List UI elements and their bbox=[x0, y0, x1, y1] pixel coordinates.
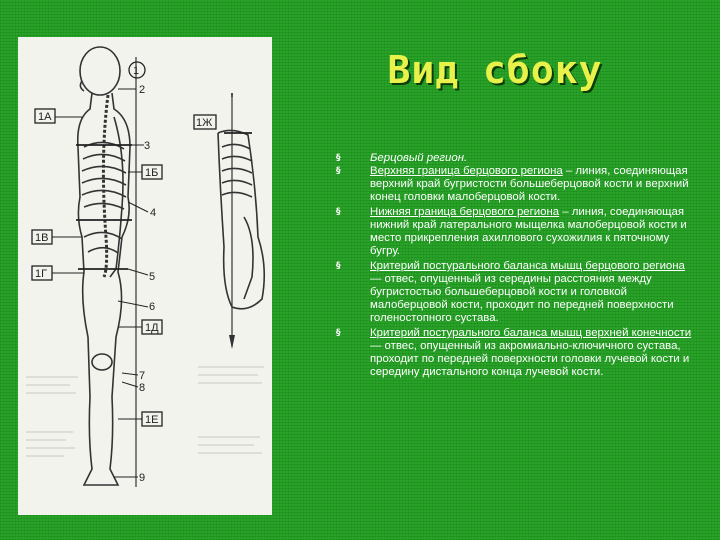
bullet-term: Нижняя граница берцового региона bbox=[370, 206, 560, 218]
callout-7: 7 bbox=[139, 370, 146, 382]
label-1zh: 1Ж bbox=[196, 117, 213, 129]
callout-1: 1 bbox=[133, 65, 140, 77]
bullet-marker: § bbox=[336, 207, 341, 217]
anatomy-figure bbox=[18, 37, 272, 515]
bullet-list bbox=[336, 152, 694, 379]
callout-3: 3 bbox=[144, 140, 151, 152]
callout-9: 9 bbox=[139, 472, 146, 484]
bullet-item bbox=[336, 165, 694, 204]
anatomy-diagram bbox=[18, 37, 272, 515]
bullet-marker: § bbox=[336, 261, 341, 271]
label-1g: 1Г bbox=[35, 268, 48, 280]
bullet-item bbox=[336, 327, 694, 379]
bullet-item bbox=[336, 152, 694, 165]
bullet-text: — отвес, опущенный из середины расстояния между бугристостью большеберцовой кости и головкой малоберцовой кости, проходит по передней поверхности голеностопного сустава. bbox=[370, 273, 674, 324]
bullet-text: – линия, соединяющая нижний край латерального мыщелка малоберцовой кости и место прикрепления ахиллового сухожилия к пяточному бугру. bbox=[370, 206, 687, 257]
label-1b: 1Б bbox=[145, 167, 159, 179]
callout-6: 6 bbox=[149, 301, 156, 313]
bullet-text: — отвес, опущенный из акромиально-ключичного сустава, проходит по передней поверхности головки лучевой кости и середину дистального конца лучевой кости. bbox=[370, 340, 690, 378]
bullet-text: Берцовый регион. bbox=[370, 152, 468, 164]
bullet-text: – линия, соединяющая верхний край бугристости большеберцовой кости и верхний конец головки малоберцовой кости. bbox=[370, 165, 689, 203]
label-1d: 1Д bbox=[145, 322, 159, 334]
bullet-marker: § bbox=[336, 328, 341, 338]
label-1a: 1А bbox=[38, 111, 52, 123]
label-1v: 1В bbox=[35, 232, 49, 244]
bullet-term: Критерий постурального баланса мышц берцового региона bbox=[370, 260, 685, 272]
bullet-item bbox=[336, 206, 694, 258]
bullet-marker: § bbox=[336, 166, 341, 176]
bullet-term: Критерий постурального баланса мышц верхней конечности bbox=[370, 327, 692, 339]
slide-title: Вид сбоку bbox=[387, 48, 603, 92]
callout-5: 5 bbox=[149, 271, 156, 283]
bullet-term: Верхняя граница берцового региона bbox=[370, 165, 563, 177]
callout-4: 4 bbox=[150, 207, 157, 219]
callout-8: 8 bbox=[139, 382, 146, 394]
bullet-marker: § bbox=[336, 153, 341, 163]
label-1e: 1Е bbox=[145, 414, 159, 426]
callout-2: 2 bbox=[139, 84, 146, 96]
bullet-item bbox=[336, 260, 694, 325]
